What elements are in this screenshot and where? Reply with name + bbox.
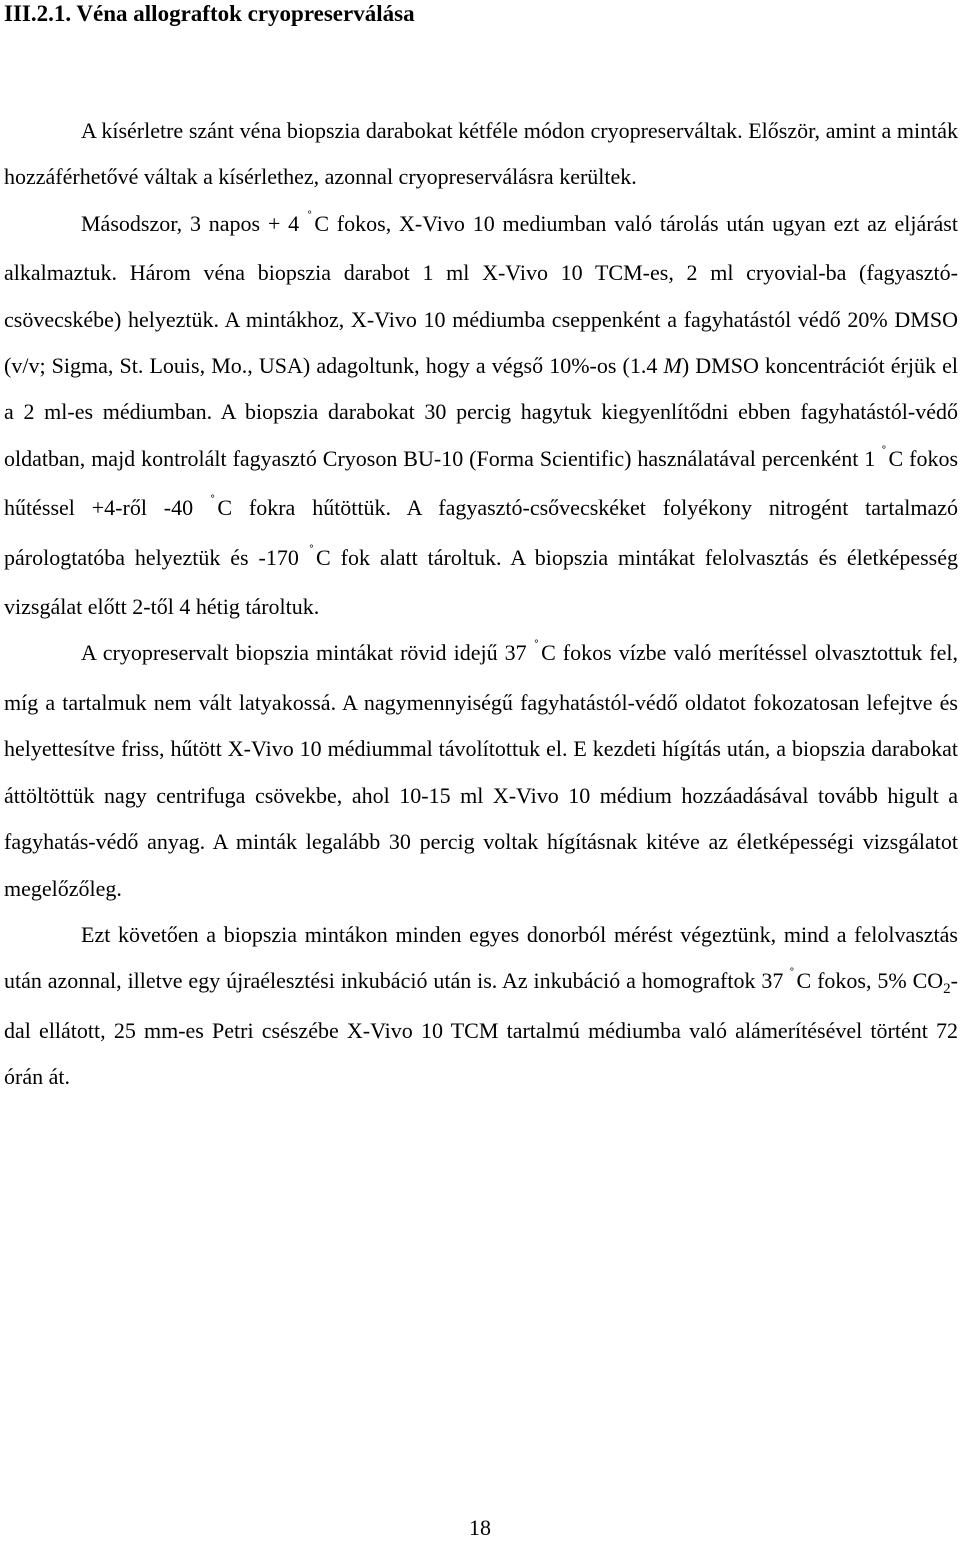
paragraph-2-text-c: ) DMSO koncentrációt érjük el a 2 ml-es médiumban. A biopszia darabokat 30 percig hagytuk kiegyenlítődni ebben fagyhatástól-védő oldatban, majd kontrolált fagyasztó Cryoson BU-10 (Forma Scientific) használatával percenként 1	[4, 353, 958, 471]
paragraph-2-text-d: C fokos hűtéssel +4-ről -40	[4, 445, 959, 521]
paragraph-2	[4, 201, 958, 631]
paragraph-1	[4, 108, 958, 201]
degree-mark: ˚	[210, 493, 216, 511]
paragraph-2-text-a: Másodszor, 3 napos + 4	[81, 210, 307, 236]
molar-unit: M	[663, 353, 682, 379]
degree-mark: ˚	[789, 966, 795, 984]
body-text	[4, 108, 958, 1101]
paragraph-4-text-c: -dal ellátott, 25 mm-es Petri csészébe X-Vivo 10 TCM tartalmú médiumba való alámerítésével történt 72 órán át.	[4, 968, 958, 1090]
degree-mark: ˚	[533, 638, 540, 656]
paragraph-2-text-f: C fok alatt tároltuk. A biopszia mintákat felolvasztás és életképesség vizsgálat előtt 2-től 4 hétig tároltuk.	[4, 544, 958, 620]
paragraph-2-text-e: C fokra hűtöttük. A fagyasztó-csővecskéket folyékony nitrogént tartalmazó párologtatóba helyeztük és -170	[4, 495, 959, 570]
paragraph-4-text-a: Ezt követően a biopszia mintákon minden egyes donorból mérést végeztünk, mind a felolvasztás után azonnal, illetve egy újraélesztési inkubáció után is. Az inkubáció a homograftok 37	[4, 921, 958, 994]
co2-subscript: 2	[943, 981, 951, 998]
paragraph-3-text-b: C fokos vízbe való merítéssel olvasztottuk fel, míg a tartalmuk nem vált latyakossá. A nagymennyiségű fagyhatástól-védő oldatot fokozatosan lefejtve és helyettesítve friss, hűtött X-Vivo 10 médiummal távolítottuk el. E kezdeti hígítás után, a biopszia darabokat áttöltöttük nagy centrifuga csövekbe, ahol 10-15 ml X-Vivo 10 médium hozzáadásával tovább higult a fagyhatás-védő anyag. A minták legalább 30 percig voltak hígításnak kitéve az életképességi vizsgálatot megelőzőleg.	[4, 640, 959, 901]
paragraph-1-text: A kísérletre szánt véna biopszia darabokat kétféle módon cryopreserváltak. Először, amint a minták hozzáférhetővé váltak a kísérlethez, azonnal cryopreserválásra kerültek.	[4, 118, 958, 190]
paragraph-2-text-b: C fokos, X-Vivo 10 mediumban való tárolás után ugyan ezt az eljárást alkalmaztuk. Három véna biopszia darabot 1 ml X-Vivo 10 TCM-es, 2 ml cryovial-ba (fagyasztó-csövecskébe) helyeztük. A mintákhoz, X-Vivo 10 médiumba cseppenként a fagyhatástól védő 20% DMSO (v/v; Sigma, St. Louis, Mo., USA) adagoltunk, hogy a végső 10%-os (1.4	[4, 210, 958, 379]
page-number: 18	[469, 1515, 491, 1540]
degree-mark: ˚	[306, 208, 313, 226]
paragraph-4-text-b: C fokos, 5% CO	[796, 968, 944, 994]
section-heading: III.2.1. Véna allograftok cryopreserválása	[4, 1, 415, 26]
degree-mark: ˚	[881, 443, 887, 461]
degree-mark: ˚	[308, 542, 315, 560]
paragraph-3	[4, 630, 958, 911]
paragraph-4	[4, 912, 958, 1101]
paragraph-3-text-a: A cryopreservalt biopszia mintákat rövid idejű 37	[81, 640, 534, 666]
